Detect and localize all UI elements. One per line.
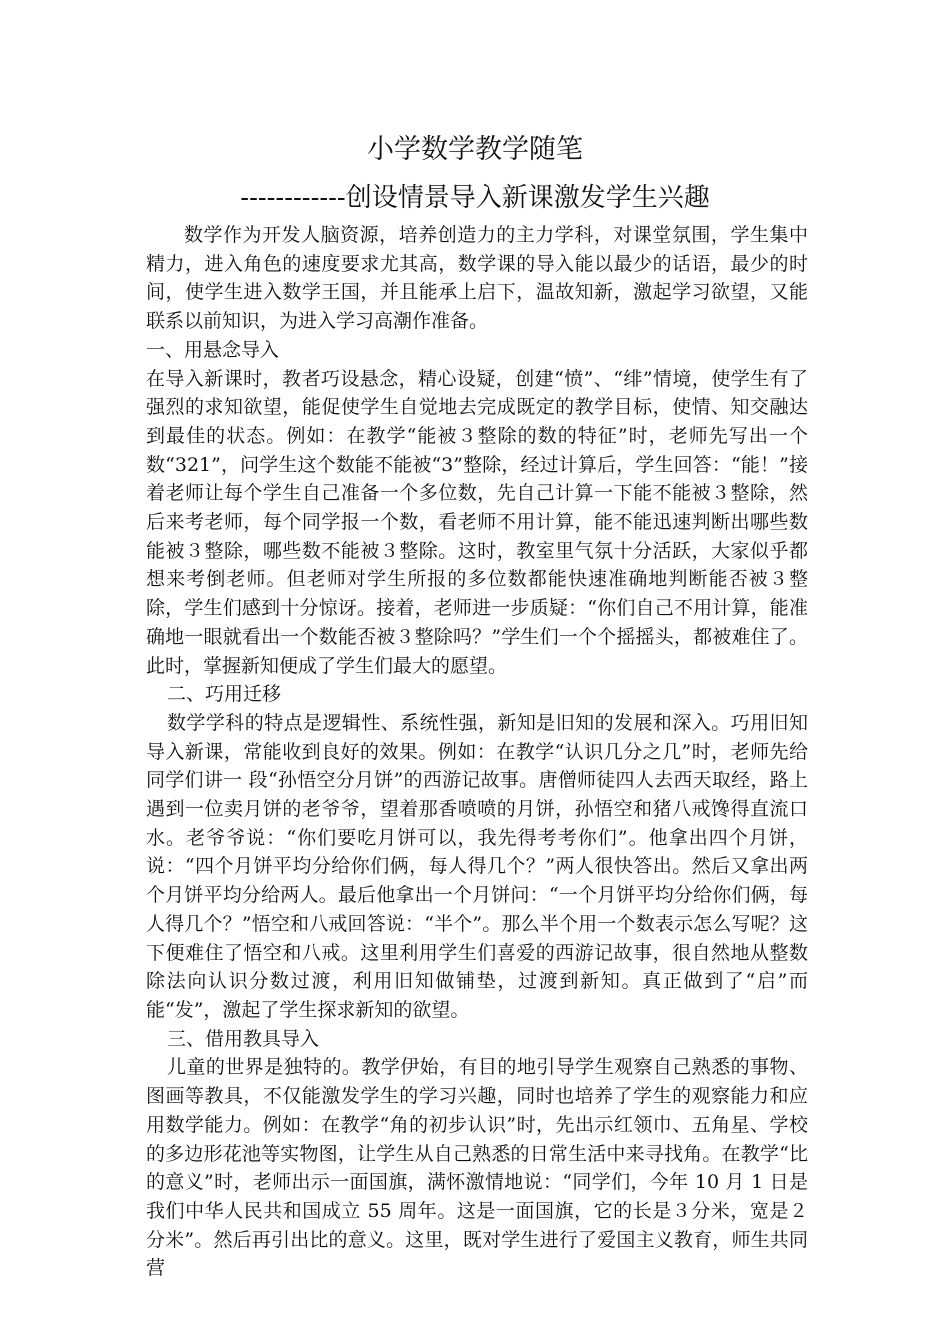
section-paragraph: 数学学科的特点是逻辑性、系统性强，新知是旧知的发展和深入。巧用旧知导入新课，常能收到良好的效果。例如：在教学“认识几分之几”时，老师先给同学们讲一 段“孙悟空分月饼”的西游记故事。唐僧师徒四人去西天取经，路上遇到一位卖月饼的老爷爷，望着那香喷喷的月饼，孙悟空和猪八戒馋得直流口水。老爷爷说：“你们要吃月饼可以，我先得考考你们”。他拿出四个月饼，说：“四个月饼平均分给你们俩，每人得几个？”两人很快答出。然后又拿出两个月饼平均分给两人。最后他拿出一个月饼问：“一个月饼平均分给你们俩，每人得几个？”悟空和八戒回答说：“半个”。那么半个用一个数表示怎么写呢？这下便难住了悟空和八戒。这里利用学生们喜爱的西游记故事，很自然地从整数除法向认识分数过渡，利用旧知做铺垫，过渡到新知。真正做到了“启”而能“发”，激起了学生探求新知的欲望。 [146, 711, 808, 1021]
section-heading: 三、借用教具导入 [167, 1027, 320, 1050]
document-title: 小学数学教学随笔 [367, 134, 583, 165]
section-heading: 一、用悬念导入 [146, 338, 280, 361]
section-paragraph: 在导入新课时，教者巧设悬念，精心设疑，创建“愤”、“绯”情境，使学生有了强烈的求知欲望，能促使学生自觉地去完成既定的教学目标，使情、知交融达到最佳的状态。例如：在教学“能被３整除的数的特征”时，老师先写出一个数“321”，问学生这个数能不能被“3”整除，经过计算后，学生回答：“能！”接着老师让每个学生自己准备一个多位数，先自己计算一下能不能被３整除，然后来考老师，每个同学报一个数，看老师不用计算，能不能迅速判断出哪些数能被３整除，哪些数不能被３整除。这时，教室里气氛十分活跃，大家似乎都想来考倒老师。但老师对学生所报的多位数都能快速准确地判断能否被３整除，学生们感到十分惊讶。接着，老师进一步质疑：“你们自己不用计算，能准确地一眼就看出一个数能否被３整除吗？”学生们一个个摇摇头，都被难住了。此时，掌握新知便成了学生们最大的愿望。 [146, 367, 808, 677]
section-heading: 二、巧用迁移 [167, 683, 282, 706]
document-body [146, 221, 808, 1283]
section-paragraph: 儿童的世界是独特的。教学伊始，有目的地引导学生观察自己熟悉的事物、图画等教具，不仅能激发学生的学习兴趣，同时也培养了学生的观察能力和应用数学能力。例如：在教学“角的初步认识”时，先出示红领巾、五角星、学校的多边形花池等实物图，让学生从自己熟悉的日常生活中来寻找角。在教学“比的意义”时，老师出示一面国旗，满怀激情地说：“同学们，今年 10 月 1 日是我们中华人民共和国成立 55 周年。这是一面国旗，它的长是３分米，宽是２分米”。然后再引出比的意义。这里，既对学生进行了爱国主义教育，师生共同营 [146, 1056, 808, 1280]
document-subtitle: ------------创设情景导入新课激发学生兴趣 [240, 183, 710, 213]
intro-paragraph: 数学作为开发人脑资源，培养创造力的主力学科，对课堂氛围，学生集中精力，进入角色的速度要求尤其高，数学课的导入能以最少的话语，最少的时间，使学生进入数学王国，并且能承上启下，温故知新，激起学习欲望，又能联系以前知识，为进入学习高潮作准备。 [146, 224, 808, 333]
